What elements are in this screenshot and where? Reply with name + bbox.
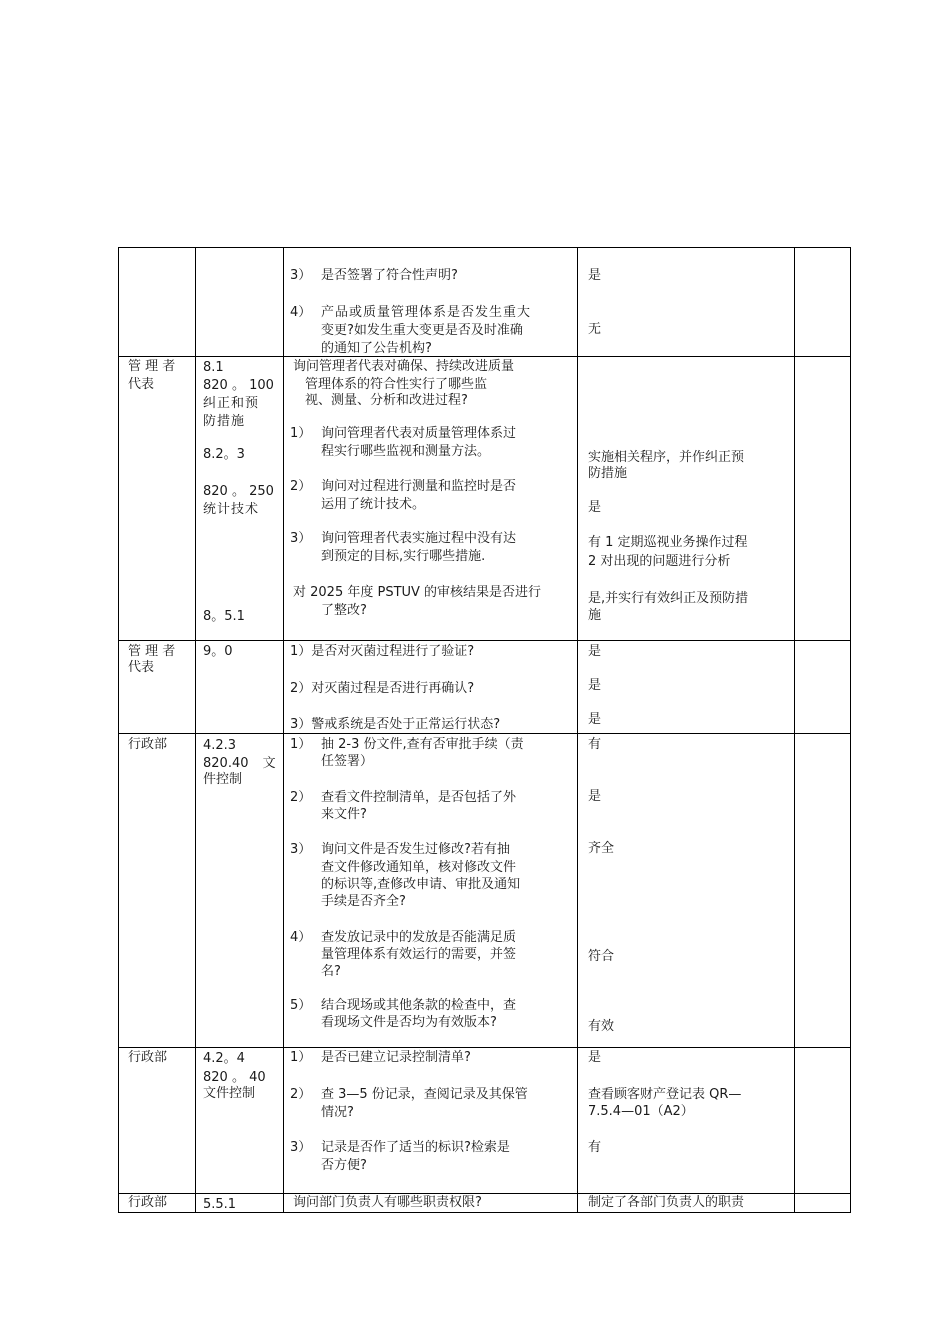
question-text: 名? (321, 964, 341, 979)
result-text: 是 (588, 268, 602, 283)
clause-ref: 820 。 40 (203, 1070, 266, 1085)
question-text: 是否签署了符合性声明? (321, 268, 458, 283)
question-text: 看现场文件是否均为有效版本? (321, 1015, 497, 1030)
question-number: 3） (290, 842, 312, 857)
result-text: 是 (588, 789, 602, 804)
question-number: 4） (290, 305, 312, 320)
result-text: 是 (588, 1050, 602, 1065)
question-text: 查文件修改通知单，核对修改文件 (321, 860, 517, 875)
question-number: 3） (290, 531, 312, 546)
clause-ref: 5.5.1 (203, 1197, 237, 1212)
question-text: 1）是否对灭菌过程进行了验证? (290, 644, 475, 659)
question-text: 的标识等,查修改申请、审批及通知 (321, 877, 521, 892)
question-number: 3） (290, 1140, 312, 1155)
question-text: 来文件? (321, 807, 367, 822)
question-number: 1） (290, 426, 312, 441)
column-divider (794, 247, 795, 1213)
column-divider (283, 247, 284, 1213)
result-text: 制定了各部门负责人的职责 (588, 1195, 745, 1210)
question-number: 4） (290, 930, 312, 945)
question-text: 视、测量、分析和改进过程? (305, 393, 468, 408)
clause-ref: 820 。 100 (203, 378, 274, 393)
column-divider (850, 247, 851, 1213)
result-text: 是,并实行有效纠正及预防措 (588, 591, 749, 606)
question-number: 2） (290, 479, 312, 494)
result-text: 符合 (588, 949, 615, 964)
column-divider (118, 247, 119, 1213)
clause-ref: 文件控制 (203, 1086, 256, 1101)
result-text: 7.5.4—01（A2） (588, 1104, 694, 1119)
question-text: 查发放记录中的发放是否能满足质 (321, 930, 517, 945)
question-text: 到预定的目标,实行哪些措施. (321, 549, 486, 564)
question-text: 询问管理者代表实施过程中没有达 (321, 531, 517, 546)
question-number: 1） (290, 1050, 312, 1065)
clause-ref: 件控制 (203, 772, 243, 787)
question-text: 了整改? (321, 603, 367, 618)
result-text: 防措施 (588, 466, 628, 481)
question-text: 量管理体系有效运行的需要，并签 (321, 947, 517, 962)
result-text: 有 (588, 737, 602, 752)
clause-ref: 8.2。3 (203, 447, 245, 462)
question-text: 对 2025 年度 PSTUV 的审核结果是否进行 (293, 585, 542, 600)
question-text: 记录是否作了适当的标识?检索是 (321, 1140, 510, 1155)
question-text: 结合现场或其他条款的检查中，查 (321, 998, 517, 1013)
clause-ref: 9。0 (203, 644, 233, 659)
question-text: 询问部门负责人有哪些职责权限? (293, 1195, 482, 1210)
clause-ref: 820 。 250 (203, 484, 274, 499)
clause-ref: 4.2.3 (203, 738, 237, 753)
result-text: 实施相关程序，并作纠正预 (588, 450, 745, 465)
result-text: 施 (588, 608, 602, 623)
result-text: 有 (588, 1140, 602, 1155)
row-divider (118, 1047, 851, 1048)
result-text: 有效 (588, 1019, 615, 1034)
result-text: 是 (588, 644, 602, 659)
column-divider (195, 247, 196, 1213)
department-label: 行政部 (128, 1195, 168, 1210)
question-text: 管理体系的符合性实行了哪些监 (305, 377, 488, 392)
question-text: 变更?如发生重大变更是否及时准确 (321, 323, 523, 338)
question-text: 是否已建立记录控制清单? (321, 1050, 471, 1065)
question-number: 2） (290, 1087, 312, 1102)
question-text: 查看文件控制清单，是否包括了外 (321, 790, 517, 805)
clause-ref: 8.1 (203, 360, 224, 375)
result-text: 是 (588, 678, 602, 693)
question-text: 询问管理者代表对质量管理体系过 (321, 426, 517, 441)
question-number: 3） (290, 268, 312, 283)
question-number: 5） (290, 998, 312, 1013)
result-text: 无 (588, 322, 602, 337)
result-text: 查看顾客财产登记表 QR— (588, 1087, 742, 1102)
question-text: 产品或质量管理体系是否发生重大 (321, 305, 532, 320)
question-text: 抽 2-3 份文件,查有否审批手续（责 (321, 737, 524, 752)
question-text: 程实行哪些监视和测量方法。 (321, 444, 491, 459)
question-text: 否方便? (321, 1158, 367, 1173)
result-text: 齐全 (588, 841, 615, 856)
result-text: 有 1 定期巡视业务操作过程 (588, 535, 748, 550)
question-number: 2） (290, 790, 312, 805)
row-divider (118, 733, 851, 734)
column-divider (577, 247, 578, 1213)
department-label: 管 理 者 (128, 644, 176, 659)
department-label: 代表 (128, 660, 155, 675)
question-text: 2）对灭菌过程是否进行再确认? (290, 681, 475, 696)
question-text: 的通知了公告机构? (321, 341, 432, 356)
clause-ref: 纠正和预 (203, 396, 260, 411)
row-divider (118, 640, 851, 641)
result-text: 是 (588, 500, 602, 515)
question-text: 情况? (321, 1105, 354, 1120)
department-label: 管 理 者 (128, 359, 176, 374)
question-text: 手续是否齐全? (321, 894, 406, 909)
question-text: 询问管理者代表对确保、持续改进质量 (293, 359, 515, 374)
result-text: 2 对出现的问题进行分析 (588, 554, 731, 569)
clause-ref: 防措施 (203, 414, 246, 429)
department-label: 行政部 (128, 1050, 168, 1065)
question-text: 询问文件是否发生过修改?若有抽 (321, 842, 510, 857)
result-text: 是 (588, 712, 602, 727)
question-text: 任签署） (321, 754, 374, 769)
clause-ref: 8。5.1 (203, 609, 245, 624)
question-text: 询问对过程进行测量和监控时是否 (321, 479, 517, 494)
question-text: 查 3—5 份记录，查阅记录及其保管 (321, 1087, 528, 1102)
clause-ref: 820.40 文 (203, 756, 276, 771)
question-text: 运用了统计技术。 (321, 497, 426, 512)
table-border-top (118, 247, 851, 248)
clause-ref: 统计技术 (203, 502, 260, 517)
department-label: 代表 (128, 377, 155, 392)
question-text: 3）警戒系统是否处于正常运行状态? (290, 717, 501, 732)
question-number: 1） (290, 737, 312, 752)
department-label: 行政部 (128, 737, 168, 752)
row-divider (118, 356, 851, 357)
clause-ref: 4.2。4 (203, 1051, 245, 1066)
